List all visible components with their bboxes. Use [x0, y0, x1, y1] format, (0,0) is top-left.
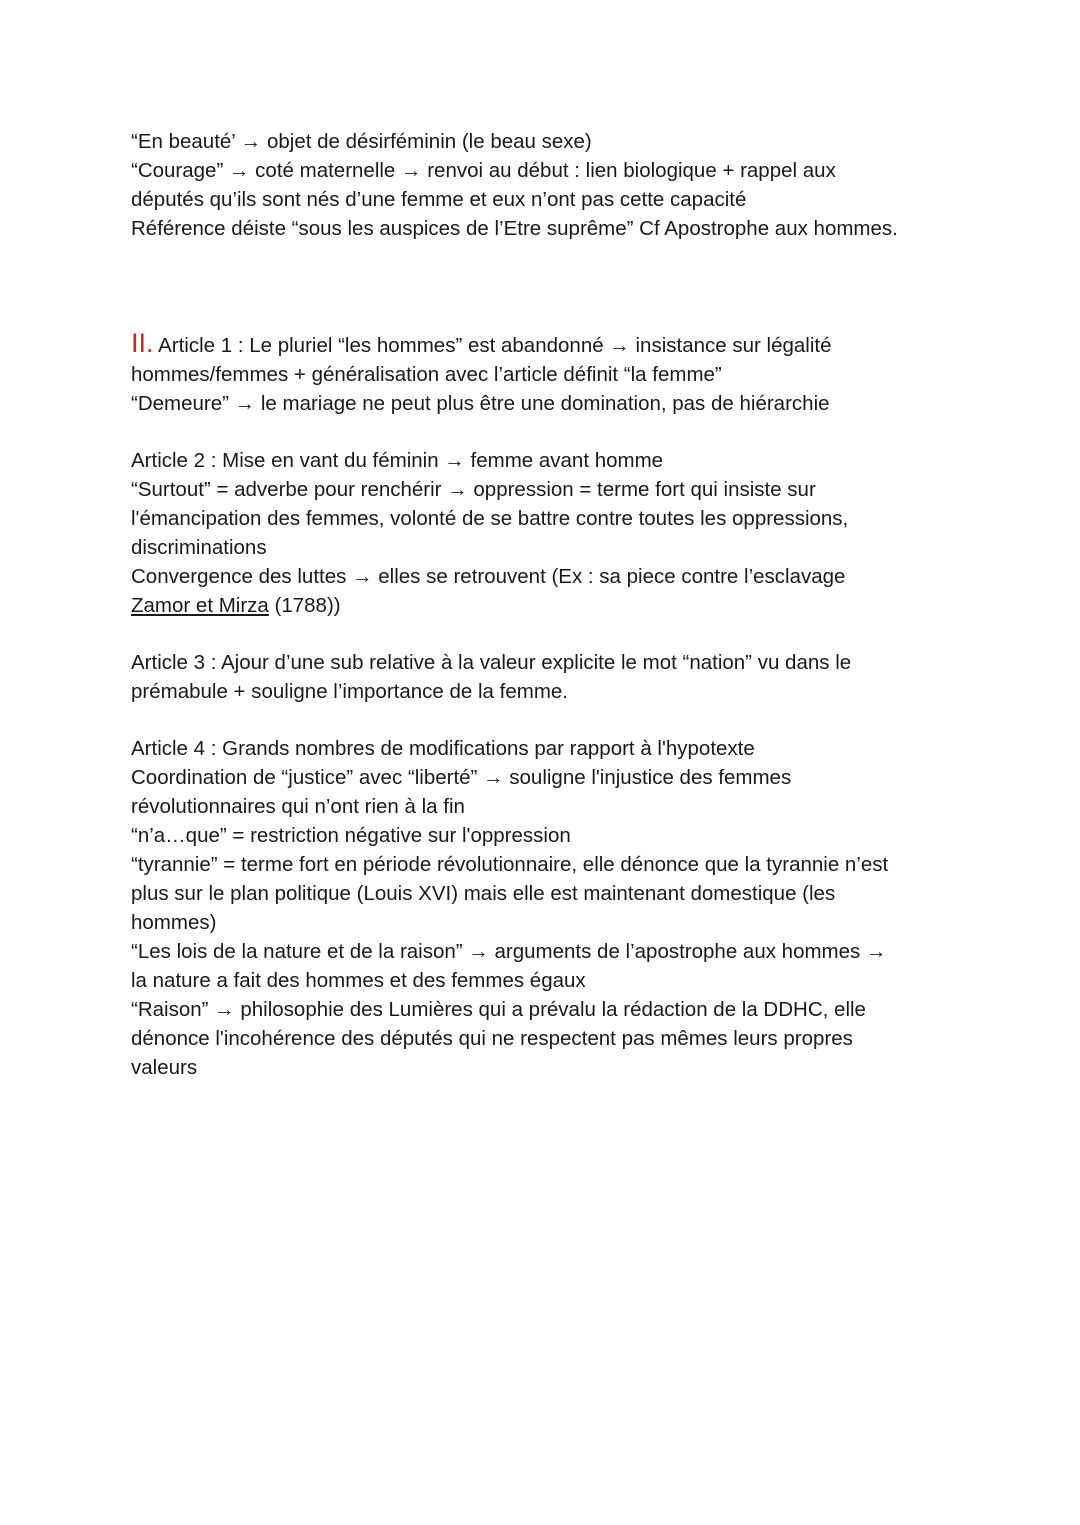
section-ii-article-1 [131, 329, 961, 418]
text-line: la nature a fait des hommes et des femmes égaux [131, 969, 586, 992]
text-line: “En beauté’ → objet de désirféminin (le beau sexe) [131, 130, 592, 153]
text-line: révolutionnaires qui n’ont rien à la fin [131, 795, 465, 818]
text-line: hommes) [131, 911, 217, 934]
text-line: “Courage” → coté maternelle → renvoi au début : lien biologique + rappel aux [131, 159, 836, 182]
text-line: prémabule + souligne l’importance de la femme. [131, 680, 568, 703]
section-numeral: II. [131, 328, 154, 358]
text-line: “n’a…que” = restriction négative sur l'oppression [131, 824, 571, 847]
text-line: Article 4 : Grands nombres de modifications par rapport à l'hypotexte [131, 737, 755, 760]
text-line: dénonce l'incohérence des députés qui ne respectent pas mêmes leurs propres [131, 1027, 853, 1050]
article-3-paragraph [131, 648, 961, 706]
text-line: “Demeure” → le mariage ne peut plus être une domination, pas de hiérarchie [131, 392, 830, 415]
text-line: Convergence des luttes → elles se retrouvent (Ex : sa piece contre l’esclavage [131, 565, 846, 588]
text-line: hommes/femmes + généralisation avec l’article définit “la femme” [131, 363, 722, 386]
intro-paragraph [131, 127, 961, 243]
text-line: Article 2 : Mise en vant du féminin → femme avant homme [131, 449, 664, 472]
play-date: (1788)) [268, 594, 341, 617]
article-4-paragraph [131, 734, 961, 1082]
text-line [131, 591, 961, 620]
text-line: valeurs [131, 1056, 198, 1079]
play-title-link[interactable]: Zamor et Mirza [131, 594, 269, 617]
text-line: Coordination de “justice” avec “liberté” → souligne l'injustice des femmes [131, 766, 792, 789]
text-line: discriminations [131, 536, 267, 559]
text-line: “tyrannie” = terme fort en période révolutionnaire, elle dénonce que la tyrannie n’est [131, 853, 889, 876]
article-1-heading: Article 1 : Le pluriel “les hommes” est abandonné → insistance sur légalité [153, 334, 832, 357]
text-line [131, 329, 961, 360]
article-2-paragraph [131, 446, 961, 620]
text-line: Article 3 : Ajour d’une sub relative à la valeur explicite le mot “nation” vu dans le [131, 651, 852, 674]
text-line: l'émancipation des femmes, volonté de se battre contre toutes les oppressions, [131, 507, 849, 530]
document-page [131, 127, 961, 1082]
text-line: “Surtout” = adverbe pour renchérir → oppression = terme fort qui insiste sur [131, 478, 816, 501]
text-line: députés qu’ils sont nés d’une femme et eux n’ont pas cette capacité [131, 188, 747, 211]
text-line: “Raison” → philosophie des Lumières qui a prévalu la rédaction de la DDHC, elle [131, 998, 866, 1021]
text-line: “Les lois de la nature et de la raison” → arguments de l’apostrophe aux hommes → [131, 940, 887, 963]
text-line: Référence déiste “sous les auspices de l’Etre suprême” Cf Apostrophe aux hommes. [131, 217, 898, 240]
text-line: plus sur le plan politique (Louis XVI) mais elle est maintenant domestique (les [131, 882, 836, 905]
